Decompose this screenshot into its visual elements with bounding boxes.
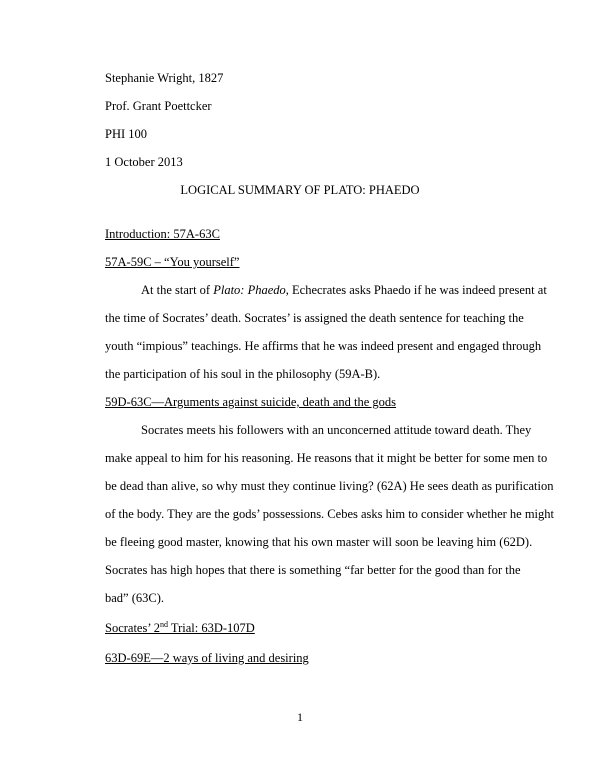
section-heading-57a: 57A-59C – “You yourself” xyxy=(105,255,240,269)
paragraph1-line1 xyxy=(105,282,547,298)
document-title: LOGICAL SUMMARY OF PLATO: PHAEDO xyxy=(180,183,420,197)
paragraph2-line4: of the body. They are the gods’ possessions. Cebes asks him to consider whether he might xyxy=(105,507,554,521)
paragraph2-line6: Socrates has high hopes that there is something “far better for the good than for the xyxy=(105,563,521,577)
paragraph1-line4: the participation of his soul in the philosophy (59A-B). xyxy=(105,367,381,381)
page-number: 1 xyxy=(297,710,303,724)
text-run: Socrates’ 2 xyxy=(105,621,160,635)
paragraph2-line2: make appeal to him for his reasoning. He reasons that it might be better for some men to xyxy=(105,451,548,465)
superscript: nd xyxy=(159,619,168,629)
text-run: , Echecrates asks Phaedo if he was indeed present at xyxy=(285,283,547,297)
professor-line: Prof. Grant Poettcker xyxy=(105,99,212,113)
text-run: Trial: 63D-107D xyxy=(167,621,255,635)
intro-heading: Introduction: 57A-63C xyxy=(105,227,220,241)
paragraph2-line7: bad” (63C). xyxy=(105,591,165,605)
course-line: PHI 100 xyxy=(105,127,148,141)
paragraph2-line5: be fleeing good master, knowing that his own master will soon be leaving him (62D). xyxy=(105,535,533,549)
date-line: 1 October 2013 xyxy=(105,155,183,169)
paragraph2-line1: Socrates meets his followers with an unconcerned attitude toward death. They xyxy=(141,423,532,437)
paragraph1-line3: youth “impious” teachings. He affirms that he was indeed present and engaged through xyxy=(105,339,542,353)
italic-title: Plato: Phaedo xyxy=(213,283,286,297)
section-heading-63d: 63D-69E—2 ways of living and desiring xyxy=(105,651,309,665)
text-run: At the start of xyxy=(141,283,214,297)
section-heading-59d: 59D-63C—Arguments against suicide, death and the gods xyxy=(105,395,397,409)
paragraph2-line3: be dead than alive, so why must they continue living? (62A) He sees death as purification xyxy=(105,479,554,493)
paragraph1-line2: the time of Socrates’ death. Socrates’ is assigned the death sentence for teaching the xyxy=(105,311,524,325)
author-line: Stephanie Wright, 1827 xyxy=(105,71,224,85)
trial-heading xyxy=(105,620,255,636)
